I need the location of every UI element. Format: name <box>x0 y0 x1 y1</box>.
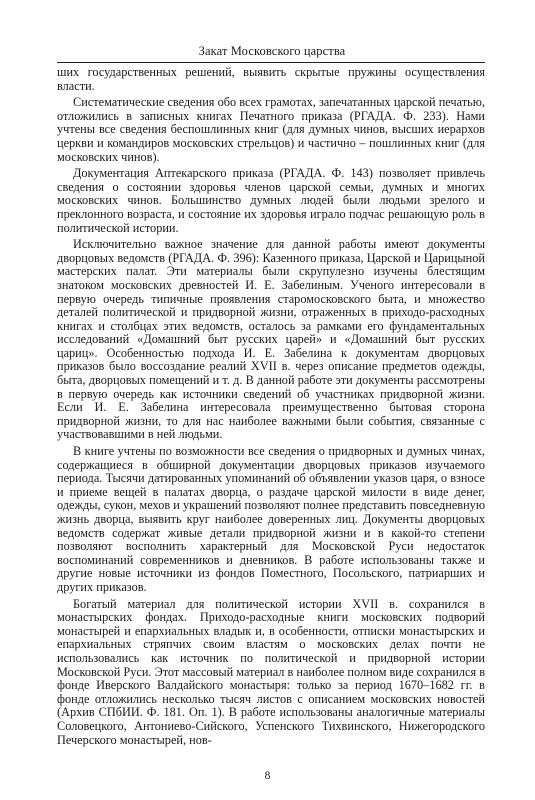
page-body <box>57 66 485 750</box>
paragraph: Документация Аптекарского приказа (РГАДА. Ф. 143) позволяет привлечь сведения о состоянии здоровья членов царской семьи, думных и многих московских чинов. Большинство думных людей были людьми зрелого и преклонного возраста, и состояние их здоровья играло подчас решающую роль в политической истории. <box>57 166 485 235</box>
running-head: Закат Московского царства <box>198 44 346 58</box>
paragraph: В книге учтены по возможности все сведения о придворных и думных чинах, содержащиеся в обширной документации дворцовых приказов изучаемого периода. Тысячи датированных упоминаний об объявлении указов царя, о взносе и приеме вещей в палатах дворца, о раздаче царской милости в виде денег, одежды, сукон, мехов и украшений позволяют полнее представить повседневную жизнь дворца, выявить круг наиболее доверенных лиц. Документы дворцовых ведомств содержат живые детали придворной жизни и в какой-то степени позволяют восполнить характерный для Московской Руси недостаток воспоминаний современников и дневников. В работе использованы также и другие новые источники из фондов Поместного, Посольского, патриарших и других приказов. <box>57 444 485 594</box>
paragraph-continued: ших государственных решений, выявить скрытые пружины осуществления власти. <box>57 65 485 93</box>
page-number: 8 <box>264 770 271 782</box>
paragraph: Исключительно важное значение для данной работы имеют документы дворцовых ведомств (РГАДА. Ф. 396): Казенного приказа, Царской и Царицыной мастерских палат. Эти материалы были скрупулезно изучены блестящим знатоком московских древностей И. Е. Забелиным. Ученого интересовали в первую очередь типичные проявления старомосковского быта, и множество деталей политической и придворной жизни, отраженных в приходо-расходных книгах и столбцах этих ведомств, осталось за рамками его фундаментальных исследований «Домашний быт русских царей» и «Домашний быт русских цариц». Особенностью подхода И. Е. Забелина к документам дворцовых приказов было воссоздание реалий XVII в. через описание предметов одежды, быта, дворцовых помещений и т. д. В данной работе эти документы рассмотрены в первую очередь как источники сведений об участниках придворной жизни. Если И. Е. Забелина интересовала преимущественно бытовая сторона придворной жизни, то для нас наиболее важными были события, связанные с участвовавшими в ней людьми. <box>57 237 485 442</box>
paragraph: Богатый материал для политической истории XVII в. сохранился в монастырских фондах. Приходо-расходные книги московских подворий монастырей и епархиальных владык и, в особенности, отписки монастырских и епархиальных стряпчих своим властям о московских делах почти не использовались как источник по политической и придворной истории Московской Руси. Этот массовый материал в наиболее полном виде сохранился в фонде Иверского Валдайского монастыря: только за период 1670–1682 гг. в фонде отложились несколько тысяч листов с описанием московских новостей (Архив СПбИИ. Ф. 181. Оп. 1). В работе использованы аналогичные материалы Соловецкого, Антониево-Сийского, Успенского Тихвинского, Нижегородского Печерского монастырей, нов- <box>57 596 485 747</box>
header-rule <box>57 62 485 63</box>
paragraph: Систематические сведения обо всех грамотах, запечатанных царской печатью, отложились в записных книгах Печатного приказа (РГАДА. Ф. 233). Нами учтены все сведения беспошлинных книг (для думных чинов, высших иерархов церкви и командиров московских стрельцов) и частично – пошлинных книг (для московских чинов). <box>57 95 485 164</box>
